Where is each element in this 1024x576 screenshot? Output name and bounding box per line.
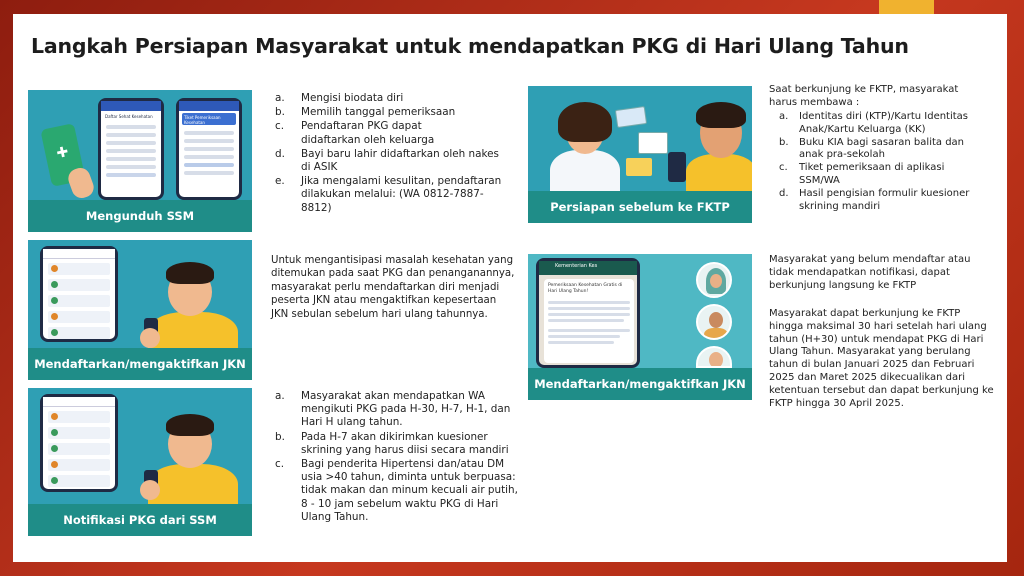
- list-item: c. Tiket pemeriksaan di aplikasi SSM/WA: [779, 162, 945, 186]
- visitor-hair: [696, 102, 746, 128]
- accent-tab: [879, 0, 934, 14]
- card-caption: Persiapan sebelum ke FKTP: [528, 191, 752, 223]
- phone-jkn-1: [40, 246, 118, 342]
- list-notifikasi-pkg: [275, 390, 525, 525]
- card-persiapan-fktp: [528, 86, 752, 223]
- phone-daftar-title: Daftar Sehat Kesehatan: [105, 114, 153, 119]
- card-caption: Notifikasi PKG dari SSM: [28, 504, 252, 536]
- card-jkn-1: [28, 240, 252, 380]
- list-item: b. Buku KIA bagi sasaran balita dan anak pra-sekolah: [779, 136, 965, 161]
- card-notifikasi-pkg: [28, 388, 252, 536]
- phone-notifikasi: [40, 394, 118, 492]
- card-jkn-2: [528, 254, 752, 400]
- list-item: c. Bagi penderita Hipertensi dan/atau DM usia >40 tahun, diminta untuk berpuasa: tidak makan dan minum kecuali air putih, 8 - 10 jam sebelum waktu PKG di Hari Ulang Tahun.: [275, 458, 518, 523]
- list-item: e. Jika mengalami kesulitan, pendaftaran dilakukan melalui: (WA 0812-7887-8812): [275, 175, 502, 214]
- wa-message-text: Pemeriksaan Kesehatan Gratis di Hari Ulang Tahun!: [548, 283, 623, 294]
- person-hair: [166, 414, 214, 436]
- kia-book-icon: [626, 158, 652, 176]
- list-item: a. Identitas diri (KTP)/Kartu Identitas Anak/Kartu Keluarga (KK): [779, 111, 969, 135]
- phone-daftar: [98, 98, 164, 200]
- card-mengunduh-ssm: [28, 90, 252, 232]
- phone-tiket-title: Tiket Pemeriksaan Kesehatan: [184, 115, 221, 125]
- hand-illustration: [66, 165, 97, 201]
- card-caption: Mendaftarkan/mengaktifkan JKN: [28, 348, 252, 380]
- card-caption: Mendaftarkan/mengaktifkan JKN: [528, 368, 752, 400]
- list-item: b. Pada H-7 akan dikirimkan kuesioner skrining yang harus diisi secara mandiri: [275, 430, 509, 456]
- mobile-phone-icon: [668, 152, 686, 182]
- hand-illustration: [140, 328, 160, 348]
- fktp-intro: Saat berkunjung ke FKTP, masyarakat harus membawa :: [769, 84, 959, 108]
- ssm-app-icon: ✚: [40, 123, 85, 187]
- list-item: d. Hasil pengisian formulir kuesioner skrining mandiri: [779, 187, 970, 212]
- phone-whatsapp: [536, 258, 640, 368]
- person-hair: [166, 262, 214, 284]
- list-item: d. Bayi baru lahir didaftarkan oleh nakes di ASIK: [275, 147, 499, 174]
- phone-tiket: [176, 98, 242, 200]
- jkn-paragraph: Untuk mengantisipasi masalah kesehatan yang ditemukan pada saat PKG dan penanganannya, masyarakat perlu mendaftarkan diri menjadi peserta JKN atau mengaktifkan kepesertaan JKN sebulan sebelum hari ulang tahunnya.: [271, 255, 515, 320]
- fktp-deadline-paragraph: Masyarakat dapat berkunjung ke FKTP hingga maksimal 30 hari setelah hari ulang tahun (H+30) untuk mendapat PKG di Hari Ulang Tahun. Masyarakat yang berulang tahun di bulan Januari 2025 dan Februari 2025 dan Maret 2025 dikecualikan dari ketentuan tersebut dan dapat berkunjung ke FKTP hingga 30 April 2025.: [769, 308, 994, 409]
- ktp-card-icon: [615, 106, 647, 128]
- avatar-elder: [696, 346, 732, 368]
- list-persiapan-fktp: [769, 111, 999, 213]
- ticket-icon: [638, 132, 668, 154]
- list-item: c. Pendaftaran PKG dapat didaftarkan oleh keluarga: [275, 120, 435, 146]
- wa-message: [544, 279, 634, 363]
- slide-title: Langkah Persiapan Masyarakat untuk mendapatkan PKG di Hari Ulang Tahun: [31, 34, 909, 58]
- list-item: b. Memilih tanggal pemeriksaan: [275, 106, 456, 119]
- avatar-woman: [696, 262, 732, 298]
- card-caption: Mengunduh SSM: [28, 200, 252, 232]
- list-item: a. Mengisi biodata diri: [275, 92, 404, 104]
- fktp-walkin-paragraph: Masyarakat yang belum mendaftar atau tidak mendapatkan notifikasi, dapat berkunjung langsung ke FKTP: [769, 254, 971, 291]
- wa-header-title: Kementerian Kes: [555, 263, 598, 269]
- list-mengunduh-ssm: [275, 92, 525, 216]
- hand-illustration: [140, 480, 160, 500]
- list-item: a. Masyarakat akan mendapatkan WA mengikuti PKG pada H-30, H-7, H-1, dan Hari H ulang tahun.: [275, 390, 511, 429]
- avatar-man: [696, 304, 732, 340]
- doctor-hair: [558, 102, 612, 142]
- slide: [13, 14, 1007, 562]
